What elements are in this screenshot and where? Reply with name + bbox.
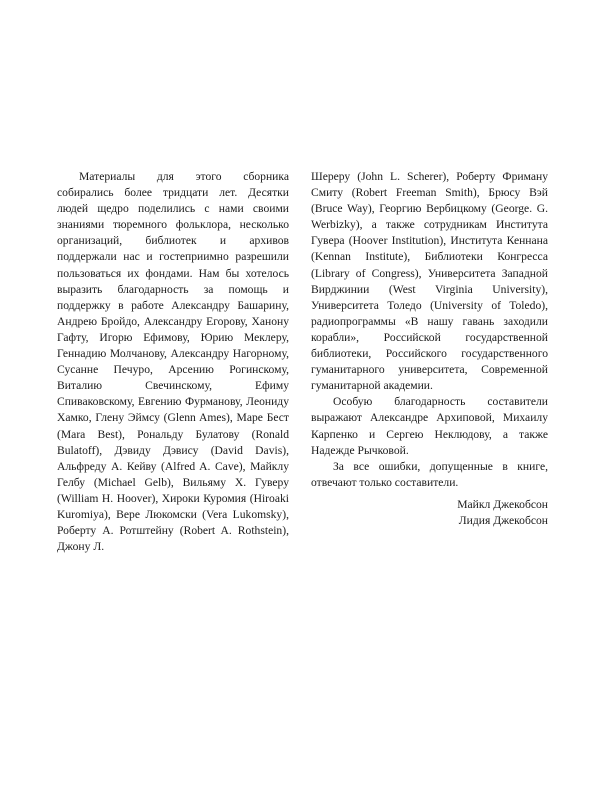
signature-author-2: Лидия Джекобсон <box>458 513 548 527</box>
right-text-column <box>311 169 548 529</box>
acknowledgements-continued-paragraph: Шереру (John L. Scherer), Роберту Фриману Смиту (Robert Freeman Smith), Брюсу Вэй (Bruce Way), Георгию Вербицкому (George. G. Werbizky), а также сотрудникам Института Гувера (Hoover Institution), Института Кеннана (Kennan Institute), Библиотеки Конгресса (Library of Congress), Университета Западной Вирджинии (West Virginia University), Университета Толедо (University of Toledo), радиопрограммы «В нашу гавань заходили корабли», Российской государственной библиотеки, Российского государственного гуманитарного университета, Современной гуманитарной академии. <box>311 170 548 393</box>
left-text-column <box>57 169 289 555</box>
acknowledgements-paragraph: Материалы для этого сборника собирались более тридцати лет. Десятки людей щедро поделились с нами своими знаниями тюремного фольклора, несколько организаций, библиотек и архивов поддержали нас и гостеприимно разрешили пользоваться их фондами. Нам бы хотелось выразить благодарность за помощь и поддержку в работе Александру Башарину, Андрею Бройдо, Александру Егорову, Ханону Гафту, Игорю Ефимову, Юрию Меклеру, Геннадию Молчанову, Александру Нагорному, Сусанне Печуро, Арсению Рогинскому, Виталию Свечинскому, Ефиму Спиваковскому, Евгению Фурманову, Леониду Хамко, Глену Эймсу (Glenn Ames), Маре Бест (Mara Best), Рональду Булатову (Ronald Bulatoff), Дэвиду Дэвису (David Davis), Альфреду А. Кейву (Alfred A. Cave), Майклу Гелбу (Michael Gelb), Вильяму Х. Гуверу (William H. Hoover), Хироки Куромия (Hiroaki Kuromiya), Вере Люкомски (Vera Lukomsky), Роберту А. Ротштейну (Robert A. Rothstein), Джону Л. <box>57 170 289 554</box>
errors-disclaimer-paragraph: За все ошибки, допущенные в книге, отвечают только составители. <box>311 459 548 489</box>
signature-block <box>311 497 548 529</box>
signature-author-1: Майкл Джекобсон <box>457 497 548 511</box>
special-thanks-paragraph: Особую благодарность составители выражают Александре Архиповой, Михаилу Карпенко и Сергею Неклюдову, а также Надежде Рычковой. <box>311 395 548 457</box>
